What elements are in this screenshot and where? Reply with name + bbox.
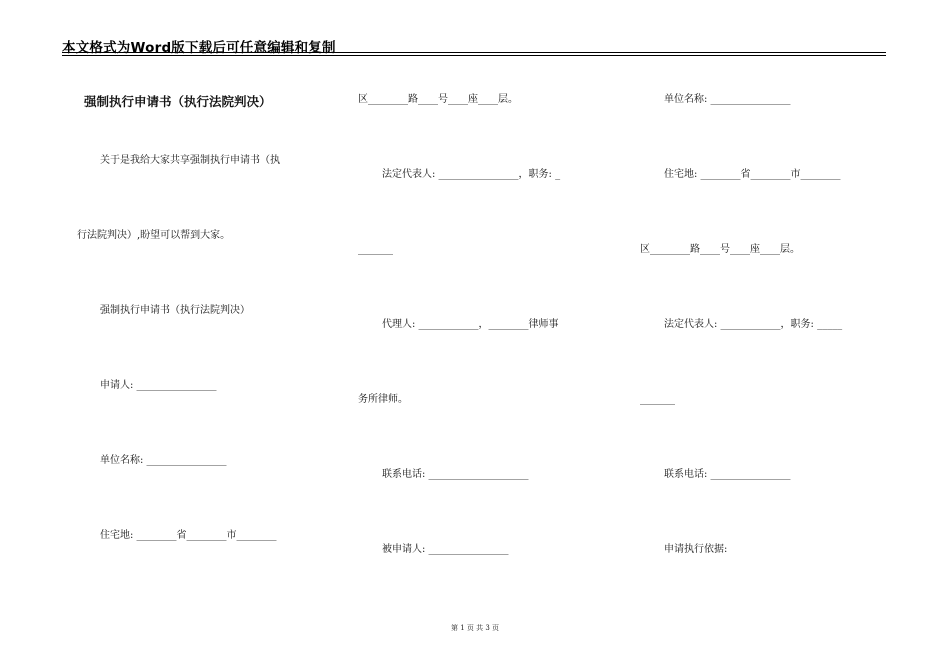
intro-text-line1: 关于是我给大家共享强制执行申请书（执 xyxy=(100,155,280,166)
intro-text-line2: 行法院判决）,盼望可以帮到大家。 xyxy=(77,230,231,241)
enforcement-basis-label: 申请执行依据: xyxy=(664,544,728,555)
respondent-district-field: 区________路____号____座____层。 xyxy=(640,244,800,255)
applicant-legal-rep-continued: _______ xyxy=(358,244,393,255)
applicant-field: 申请人: ________________ xyxy=(100,380,217,391)
header-rule-top xyxy=(62,52,886,53)
agent-field: 代理人: ____________，________律师事 xyxy=(382,319,559,330)
page-number: 第 1 页 共 3 页 xyxy=(450,624,500,632)
respondent-legal-rep-continued: _______ xyxy=(640,394,675,405)
applicant-unit-name-field: 单位名称: ________________ xyxy=(100,455,227,466)
header-rule-bottom xyxy=(62,55,886,56)
respondent-legal-rep-field: 法定代表人: ____________，职务: _____ xyxy=(664,319,843,330)
respondent-phone-field: 联系电话: ________________ xyxy=(664,469,791,480)
form-heading: 强制执行申请书（执行法院判决） xyxy=(100,305,250,316)
respondent-unit-name-field: 单位名称: ________________ xyxy=(664,94,791,105)
document-banner: 本文格式为Word版下载后可任意编辑和复制 xyxy=(62,40,336,56)
respondent-address-field: 住宅地: ________省________市________ xyxy=(664,169,841,180)
document-title: 强制执行申请书（执行法院判决） xyxy=(84,94,272,109)
agent-field-continued: 务所律师。 xyxy=(358,394,408,405)
applicant-district-field: 区________路____号____座____层。 xyxy=(358,94,518,105)
applicant-phone-field: 联系电话: ____________________ xyxy=(382,469,529,480)
applicant-address-field: 住宅地: ________省________市________ xyxy=(100,530,277,541)
respondent-field: 被申请人: ________________ xyxy=(382,544,509,555)
applicant-legal-rep-field: 法定代表人: ________________，职务: _ xyxy=(382,169,561,180)
